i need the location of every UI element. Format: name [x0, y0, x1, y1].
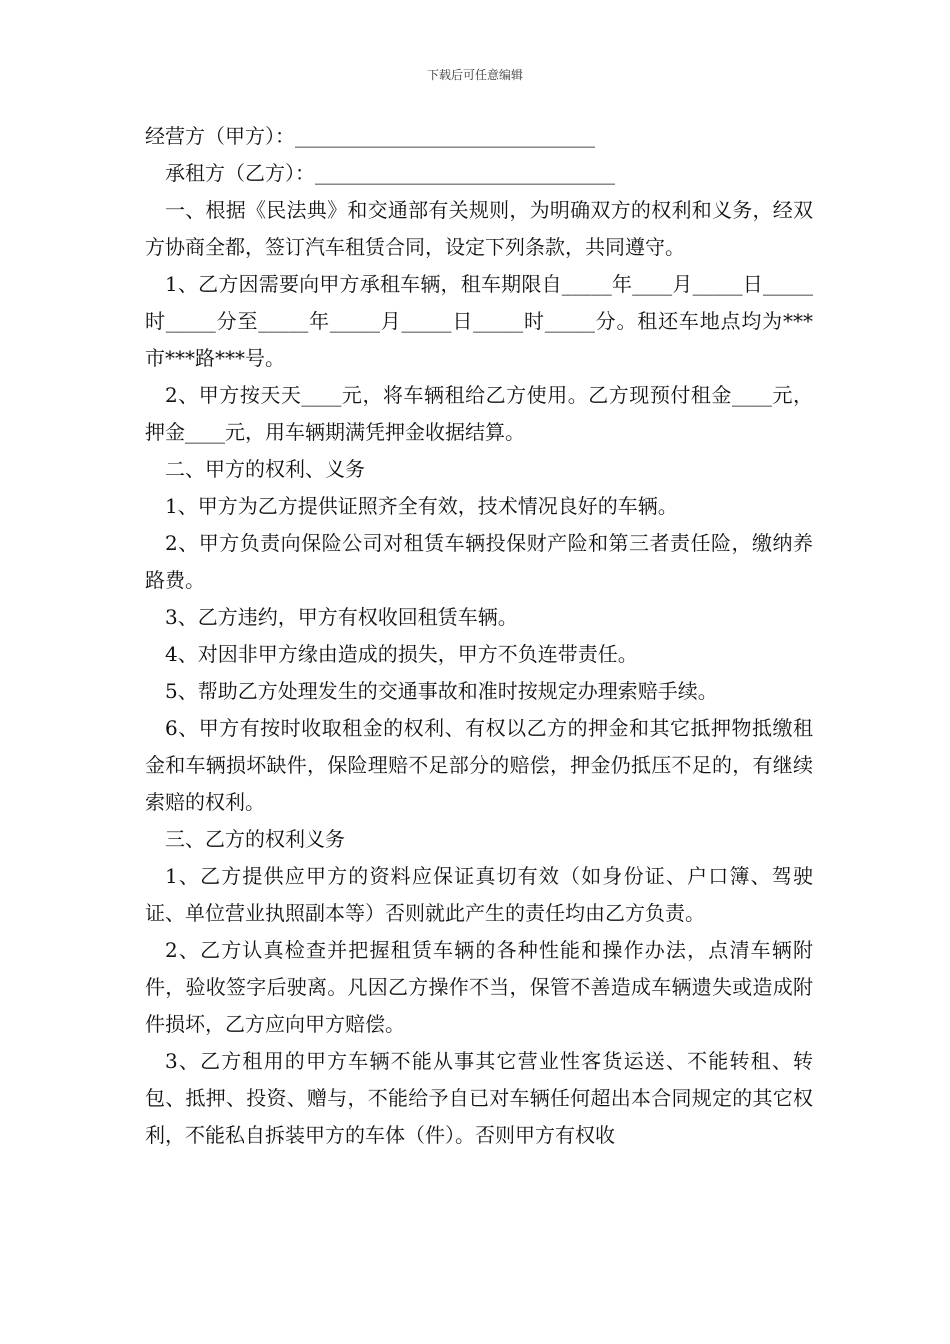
party-b-item-3: 3、乙方租用的甲方车辆不能从事其它营业性客货运送、不能转租、转包、抵押、投资、赠与，不能给予自已对车辆任何超出本合同规定的其它权利，不能私自拆装甲方的车体（件）。否则甲方有权收: [145, 1049, 813, 1147]
clause-rental-period: 1、乙方因需要向甲方承租车辆，租车期限自_____年____月_____日_____时_____分至_____年_____月_____日_____时_____分。租还车地点均为***市***路***号。: [145, 272, 813, 370]
party-b-item-1: 1、乙方提供应甲方的资料应保证真切有效（如身份证、户口簿、驾驶证、单位营业执照副本等）否则就此产生的责任均由乙方负责。: [145, 864, 813, 925]
clause-rent-deposit: 2、甲方按天天____元，将车辆租给乙方使用。乙方现预付租金____元，押金____元，用车辆期满凭押金收据结算。: [145, 383, 813, 444]
party-a-item-3: 3、乙方违约，甲方有权收回租赁车辆。: [165, 605, 518, 629]
party-a-item-1: 1、甲方为乙方提供证照齐全有效，技术情况良好的车辆。: [165, 494, 678, 518]
party-a-item-6: 6、甲方有按时收取租金的权利、有权以乙方的押金和其它抵押物抵缴租金和车辆损坏缺件，保险理赔不足部分的赔偿，押金仍抵压不足的，有继续索赔的权利。: [145, 716, 813, 814]
party-b-line: 承租方（乙方）：______________________________: [165, 161, 615, 185]
document-body: [145, 118, 813, 1154]
party-b-item-2: 2、乙方认真检查并把握租赁车辆的各种性能和操作办法，点清车辆附件，验收签字后驶离。凡因乙方操作不当，保管不善造成车辆遗失或造成附件损坏，乙方应向甲方赔偿。: [145, 938, 813, 1036]
section-heading-party-b: 三、乙方的权利义务: [165, 827, 345, 851]
clause-intro: 一、根据《民法典》和交通部有关规则，为明确双方的权利和义务，经双方协商全都，签订汽车租赁合同，设定下列条款，共同遵守。: [145, 198, 813, 259]
section-heading-party-a: 二、甲方的权利、义务: [165, 457, 365, 481]
party-a-line: 经营方（甲方）：______________________________: [145, 124, 595, 148]
party-a-item-2: 2、甲方负责向保险公司对租赁车辆投保财产险和第三者责任险，缴纳养路费。: [145, 531, 813, 592]
party-a-item-4: 4、对因非甲方缘由造成的损失，甲方不负连带责任。: [165, 642, 638, 666]
page-header: 下载后可任意编辑: [426, 68, 523, 82]
party-a-item-5: 5、帮助乙方处理发生的交通事故和准时按规定办理索赔手续。: [165, 679, 718, 703]
